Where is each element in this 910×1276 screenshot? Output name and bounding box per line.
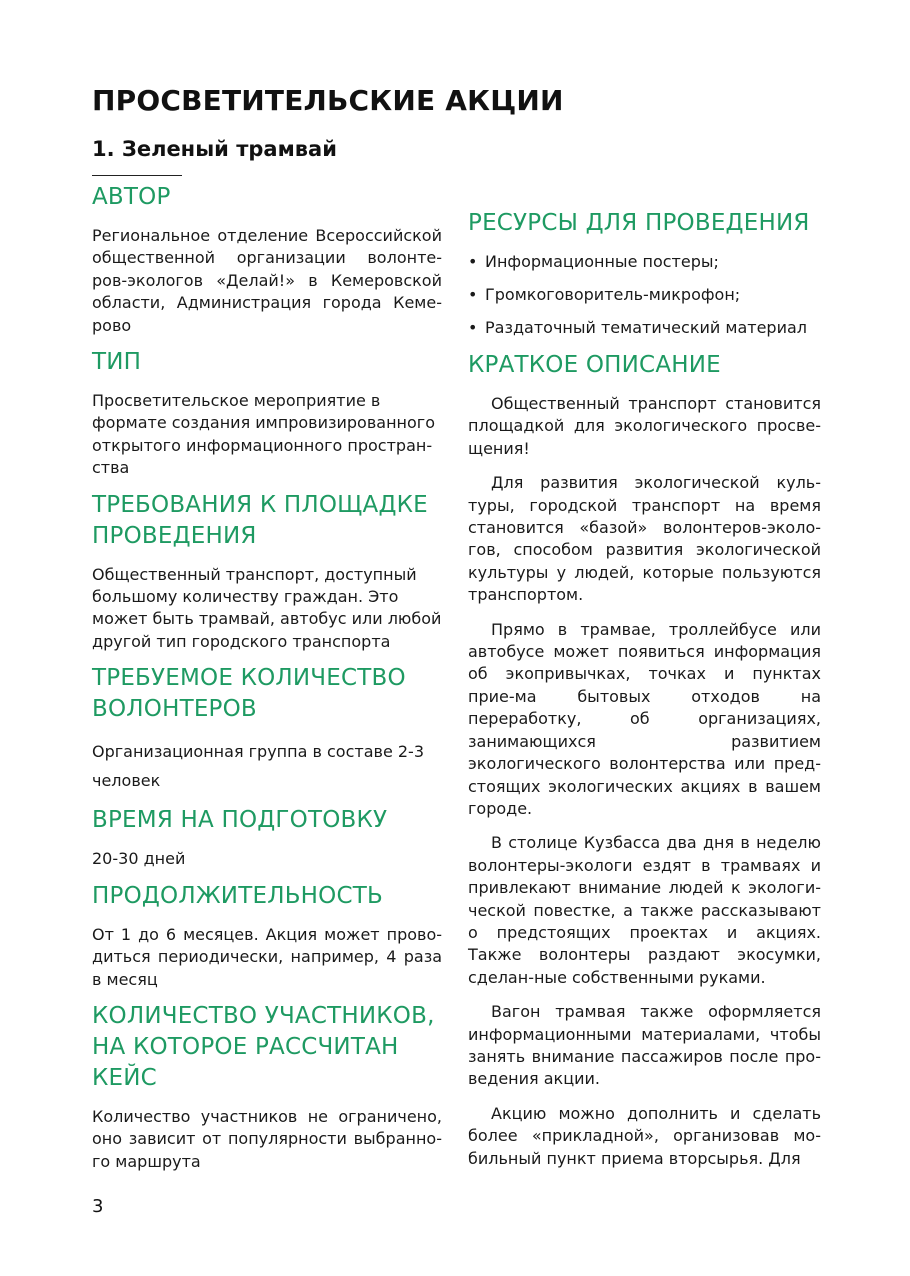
- resource-item: Раздаточный тематический материал: [485, 318, 807, 337]
- resource-item: Информационные постеры;: [485, 252, 719, 271]
- summary-paragraph: Вагон трамвая также оформляется информационными материалами, чтобы занять внимание пассажиров после про-ведения акции.: [468, 1002, 821, 1089]
- subtitle-underline: [92, 175, 182, 176]
- list-item: [468, 284, 821, 306]
- venue-heading: ТРЕБОВАНИЯ К ПЛОЩАДКЕ ПРОВЕДЕНИЯ: [92, 491, 428, 549]
- venue-text: Общественный транспорт, доступный большому количеству граждан. Это может быть трамвай, автобус или любой другой тип городского транспорта: [92, 564, 442, 651]
- author-text: Региональное отделение Всероссийской общественной организации волонте-ров-экологов «Делай!» в Кемеровской области, Администрация города Кеме-рово: [92, 226, 442, 335]
- case-subtitle: 1. Зеленый трамвай: [92, 137, 337, 161]
- summary-paragraph: Прямо в трамвае, троллейбусе или автобусе может появиться информация об экопривычках, точках и пунктах прие-ма бытовых отходов на переработку, об организациях, занимающихся развитием экологического волонтерства или пред-стоящих экологических акциях в вашем городе.: [468, 619, 821, 818]
- author-heading: АВТОР: [92, 184, 171, 210]
- right-column: [468, 208, 821, 1170]
- volunteers-heading: ТРЕБУЕМОЕ КОЛИЧЕСТВО ВОЛОНТЕРОВ: [92, 665, 406, 723]
- list-item: [468, 251, 821, 273]
- summary-paragraph: В столице Кузбасса два дня в неделю волонтеры-экологи ездят в трамваях и привлекают внимание людей к экологи-ческой повестке, а также рассказывают о предстоящих проектах и акциях. Также волонтеры раздают экосумки, сделан-ные собственными руками.: [468, 833, 821, 987]
- resources-list: [468, 251, 821, 350]
- prep-heading: ВРЕМЯ НА ПОДГОТОВКУ: [92, 807, 388, 834]
- summary-paragraph: Общественный транспорт становится площадкой для экологического просве-щения!: [468, 394, 821, 458]
- list-item: [468, 317, 821, 339]
- summary-heading: КРАТКОЕ ОПИСАНИЕ: [468, 352, 721, 378]
- resource-item: Громкоговоритель-микрофон;: [485, 285, 741, 304]
- participants-heading: КОЛИЧЕСТВО УЧАСТНИКОВ, НА КОТОРОЕ РАССЧИТАН КЕЙС: [92, 1002, 435, 1091]
- summary-paragraph: Акцию можно дополнить и сделать более «прикладной», организовав мо-бильный пункт приема вторсырья. Для: [468, 1103, 821, 1168]
- page-number: 3: [92, 1196, 104, 1217]
- bullet-icon: •: [468, 285, 478, 304]
- left-column: [92, 182, 442, 1173]
- type-heading: ТИП: [92, 349, 142, 376]
- summary-paragraph: Для развития экологической куль-туры, городской транспорт на время становится «базой» волонтеров-эколо-гов, способом развития экологической культуры у людей, которые пользуются транспортом.: [468, 473, 821, 605]
- duration-heading: ПРОДОЛЖИТЕЛЬНОСТЬ: [92, 882, 383, 909]
- volunteers-text: Организационная группа в составе 2-3 человек: [92, 742, 425, 791]
- bullet-icon: •: [468, 252, 478, 271]
- bullet-icon: •: [468, 318, 478, 337]
- prep-text: 20-30 дней: [92, 849, 186, 869]
- duration-text: От 1 до 6 месяцев. Акция может прово-диться периодически, например, 4 раза в месяц: [92, 924, 442, 989]
- participants-text: Количество участников не ограничено, оно зависит от популярности выбранно-го маршрута: [92, 1106, 442, 1171]
- type-text: Просветительское мероприятие в формате создания импровизированного открытого информационного простран-ства: [92, 391, 435, 478]
- page-title: ПРОСВЕТИТЕЛЬСКИЕ АКЦИИ: [92, 84, 564, 117]
- resources-heading: РЕСУРСЫ ДЛЯ ПРОВЕДЕНИЯ: [468, 210, 810, 236]
